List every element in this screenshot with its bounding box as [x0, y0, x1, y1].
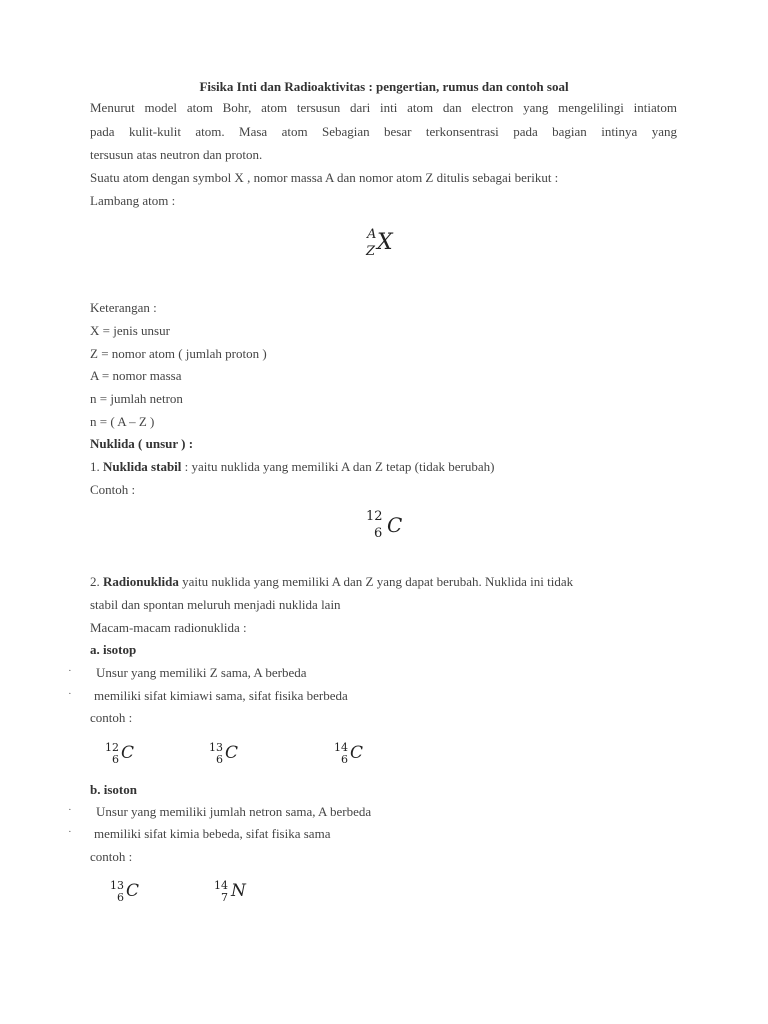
nuklida-stabil-desc: : yaitu nuklida yang memiliki A dan Z tetap (tidak berubah) — [181, 459, 495, 474]
mass-number: 14 — [334, 741, 348, 754]
intro-line-4: Suatu atom dengan symbol X , nomor massa A dan nomor atom Z ditulis sebagai berikut : — [90, 170, 559, 185]
nuklida-stabil-line — [90, 459, 494, 475]
mass-number: 14 — [214, 879, 228, 892]
mass-number: 12 — [366, 509, 383, 524]
bullet: · — [68, 665, 72, 677]
element-symbol: C — [126, 881, 140, 901]
atom-symbol-formula — [366, 228, 406, 262]
bullet: · — [68, 804, 72, 816]
mass-number: 12 — [105, 741, 119, 754]
intro-line-1: Menurut model atom Bohr, atom tersusun dari inti atom dan electron yang mengelilingi intiatom — [90, 100, 677, 115]
macam-radionuklida: Macam-macam radionuklida : — [90, 620, 247, 635]
keterangan-item: A = nomor massa — [90, 368, 182, 383]
atomic-number: 6 — [112, 753, 119, 766]
radionuklida-line — [90, 574, 573, 590]
intro-line-5: Lambang atom : — [90, 193, 176, 208]
carbon-13-formula — [209, 742, 249, 770]
element-symbol: C — [225, 743, 239, 763]
element-symbol: C — [121, 743, 135, 763]
atom-symbol-mass: A — [367, 227, 377, 242]
radionuklida-term: Radionuklida — [103, 574, 179, 589]
atomic-number: 6 — [216, 753, 223, 766]
element-symbol: N — [231, 881, 246, 901]
atomic-number: 6 — [117, 891, 124, 904]
isotop-bullet: Unsur yang memiliki Z sama, A berbeda — [96, 665, 307, 680]
isoton-heading: b. isoton — [90, 782, 137, 797]
isotop-heading: a. isotop — [90, 642, 137, 657]
isotop-bullet: memiliki sifat kimiawi sama, sifat fisika berbeda — [94, 688, 348, 703]
element-symbol: C — [350, 743, 364, 763]
bullet: · — [68, 688, 72, 700]
keterangan-item: Z = nomor atom ( jumlah proton ) — [90, 346, 267, 361]
intro-line-3: tersusun atas neutron dan proton. — [90, 147, 263, 162]
contoh-label: Contoh : — [90, 482, 136, 497]
keterangan-item: n = jumlah netron — [90, 391, 183, 406]
carbon-13-formula — [110, 880, 150, 908]
mass-number: 13 — [209, 741, 223, 754]
carbon-14-formula — [334, 742, 374, 770]
carbon-12-formula — [366, 510, 410, 544]
keterangan-item: X = jenis unsur — [90, 323, 170, 338]
intro-line-2: pada kulit-kulit atom. Masa atom Sebagian besar terkonsentrasi pada bagian intinya yang — [90, 124, 677, 139]
list-number: 2. — [90, 574, 103, 589]
list-number: 1. — [90, 459, 103, 474]
nitrogen-14-formula — [214, 880, 254, 908]
keterangan-heading: Keterangan : — [90, 300, 157, 315]
atomic-number: 6 — [374, 526, 383, 541]
isoton-contoh-label: contoh : — [90, 849, 133, 864]
keterangan-item: n = ( A – Z ) — [90, 414, 155, 429]
atomic-number: 6 — [341, 753, 348, 766]
nuklida-heading: Nuklida ( unsur ) : — [90, 436, 194, 451]
isoton-bullet: memiliki sifat kimia bebeda, sifat fisika sama — [94, 826, 331, 841]
mass-number: 13 — [110, 879, 124, 892]
isotop-contoh-label: contoh : — [90, 710, 133, 725]
radionuklida-line-2: stabil dan spontan meluruh menjadi nuklida lain — [90, 597, 341, 612]
element-symbol: C — [387, 513, 403, 537]
atom-symbol-number: Z — [366, 244, 376, 259]
isoton-bullet: Unsur yang memiliki jumlah netron sama, A berbeda — [96, 804, 372, 819]
radionuklida-desc: yaitu nuklida yang memiliki A dan Z yang dapat berubah. Nuklida ini tidak — [178, 574, 574, 589]
bullet: · — [68, 826, 72, 838]
atomic-number: 7 — [221, 891, 228, 904]
nuklida-stabil-term: Nuklida stabil — [103, 459, 182, 474]
atom-symbol-element: X — [377, 230, 393, 255]
document-title: Fisika Inti dan Radioaktivitas : pengertian, rumus dan contoh soal — [199, 79, 569, 94]
carbon-12-formula — [105, 742, 145, 770]
